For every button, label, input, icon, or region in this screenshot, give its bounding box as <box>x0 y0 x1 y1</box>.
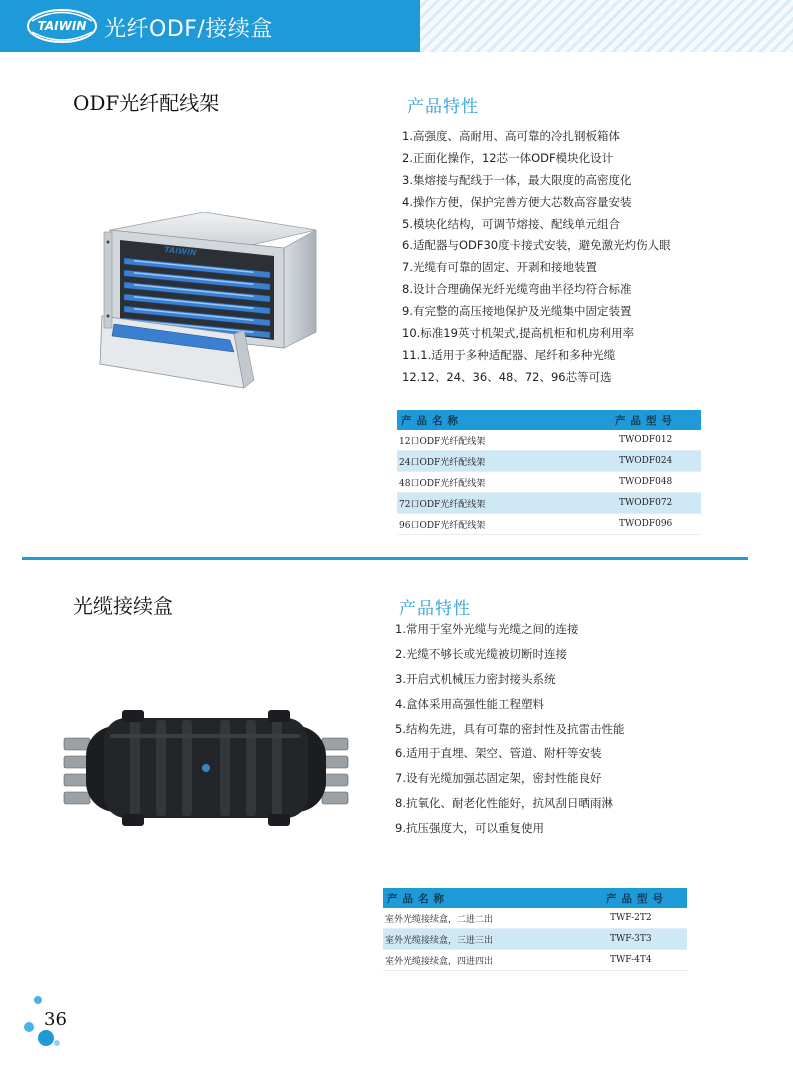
decor-dot <box>38 1030 54 1046</box>
product-name-cell: 24口ODF光纤配线架 <box>397 451 611 472</box>
feature-item: 1.高强度、高耐用、高可靠的冷扎钢板箱体 <box>402 129 620 143</box>
decor-dot <box>34 996 42 1004</box>
decor-dot <box>54 1040 60 1046</box>
odf-rack-image <box>94 212 324 397</box>
table-row <box>383 908 687 929</box>
feature-item: 6.适用于直埋、架空、管道、附杆等安装 <box>395 746 602 761</box>
decor-dot <box>24 1022 34 1032</box>
splice-product-table <box>383 888 687 971</box>
column-header-name: 产品名称 <box>383 888 602 908</box>
logo-text: TAIWIN <box>37 19 87 33</box>
header-title: 光纤ODF/接续盒 <box>104 17 273 42</box>
feature-item: 5.结构先进，具有可靠的密封性及抗雷击性能 <box>395 721 625 736</box>
feature-item: 6.适配器与ODF30度卡接式安装，避免激光灼伤人眼 <box>402 238 671 253</box>
header-wedge <box>380 0 420 52</box>
splice-section-title: 光缆接续盒 <box>73 594 173 618</box>
product-model-cell: TWODF048 <box>611 472 701 493</box>
section-divider <box>22 557 748 560</box>
feature-item: 5.模块化结构，可调节熔接、配线单元组合 <box>402 216 620 231</box>
splice-features-heading: 产品特性 <box>399 599 471 619</box>
page-number: 36 <box>44 1009 67 1030</box>
table-row <box>397 451 701 472</box>
feature-item: 12.12、24、36、48、72、96芯等可选 <box>402 369 612 384</box>
product-model-cell: TWODF072 <box>611 493 701 514</box>
feature-item: 3.开启式机械压力密封接头系统 <box>395 671 556 686</box>
feature-item: 8.设计合理确保光纤光缆弯曲半径均符合标准 <box>402 282 632 297</box>
feature-item: 1.常用于室外光缆与光缆之间的连接 <box>395 622 579 636</box>
product-name-cell: 室外光缆接续盒，二进二出 <box>383 908 602 929</box>
product-name-cell: 12口ODF光纤配线架 <box>397 430 611 451</box>
rack-brand-label: TAIWIN <box>163 245 198 258</box>
table-row <box>397 493 701 514</box>
table-row <box>397 514 701 535</box>
feature-item: 8.抗氧化、耐老化性能好，抗风刮日晒雨淋 <box>395 796 613 811</box>
product-model-cell: TWF-3T3 <box>602 929 687 950</box>
column-header-model: 产品型号 <box>602 888 687 908</box>
feature-item: 7.设有光缆加强芯固定架，密封性能良好 <box>395 771 602 786</box>
header-stripe-pattern <box>380 0 793 52</box>
feature-item: 4.盒体采用高强性能工程塑料 <box>395 696 544 711</box>
product-name-cell: 室外光缆接续盒，四进四出 <box>383 950 602 971</box>
feature-item: 2.正面化操作，12芯一体ODF模块化设计 <box>402 150 614 165</box>
column-header-model: 产品型号 <box>611 410 701 430</box>
product-model-cell: TWODF012 <box>611 430 701 451</box>
column-header-name: 产品名称 <box>397 410 611 430</box>
feature-item: 10.标准19英寸机架式,提高机柜和机房利用率 <box>402 326 635 341</box>
odf-features-heading: 产品特性 <box>407 97 479 117</box>
feature-item: 3.集熔接与配线于一体，最大限度的高密度化 <box>402 172 632 187</box>
odf-product-table <box>397 410 701 535</box>
odf-feature-list <box>402 126 671 389</box>
table-row <box>397 430 701 451</box>
splice-closure-image <box>60 708 352 828</box>
table-row <box>383 950 687 971</box>
splice-feature-list <box>395 617 624 841</box>
product-name-cell: 48口ODF光纤配线架 <box>397 472 611 493</box>
table-header-row <box>397 410 701 430</box>
product-model-cell: TWF-2T2 <box>602 908 687 929</box>
feature-item: 9.抗压强度大，可以重复使用 <box>395 821 544 836</box>
feature-item: 4.操作方便，保护完善方便大芯数高容量安装 <box>402 194 632 209</box>
table-header-row <box>383 888 687 908</box>
product-name-cell: 72口ODF光纤配线架 <box>397 493 611 514</box>
table-row <box>383 929 687 950</box>
feature-item: 9.有完整的高压接地保护及光缆集中固定装置 <box>402 304 632 319</box>
feature-item: 11.1.适用于多种适配器、尾纤和多种光缆 <box>402 347 616 362</box>
feature-item: 2.光缆不够长或光缆被切断时连接 <box>395 646 567 661</box>
table-row <box>397 472 701 493</box>
product-model-cell: TWODF096 <box>611 514 701 535</box>
odf-section-title: ODF光纤配线架 <box>73 91 220 115</box>
product-model-cell: TWODF024 <box>611 451 701 472</box>
feature-item: 7.光缆有可靠的固定、开剥和接地装置 <box>402 260 597 275</box>
product-name-cell: 室外光缆接续盒，三进三出 <box>383 929 602 950</box>
product-name-cell: 96口ODF光纤配线架 <box>397 514 611 535</box>
taiwin-logo <box>26 8 98 44</box>
product-model-cell: TWF-4T4 <box>602 950 687 971</box>
